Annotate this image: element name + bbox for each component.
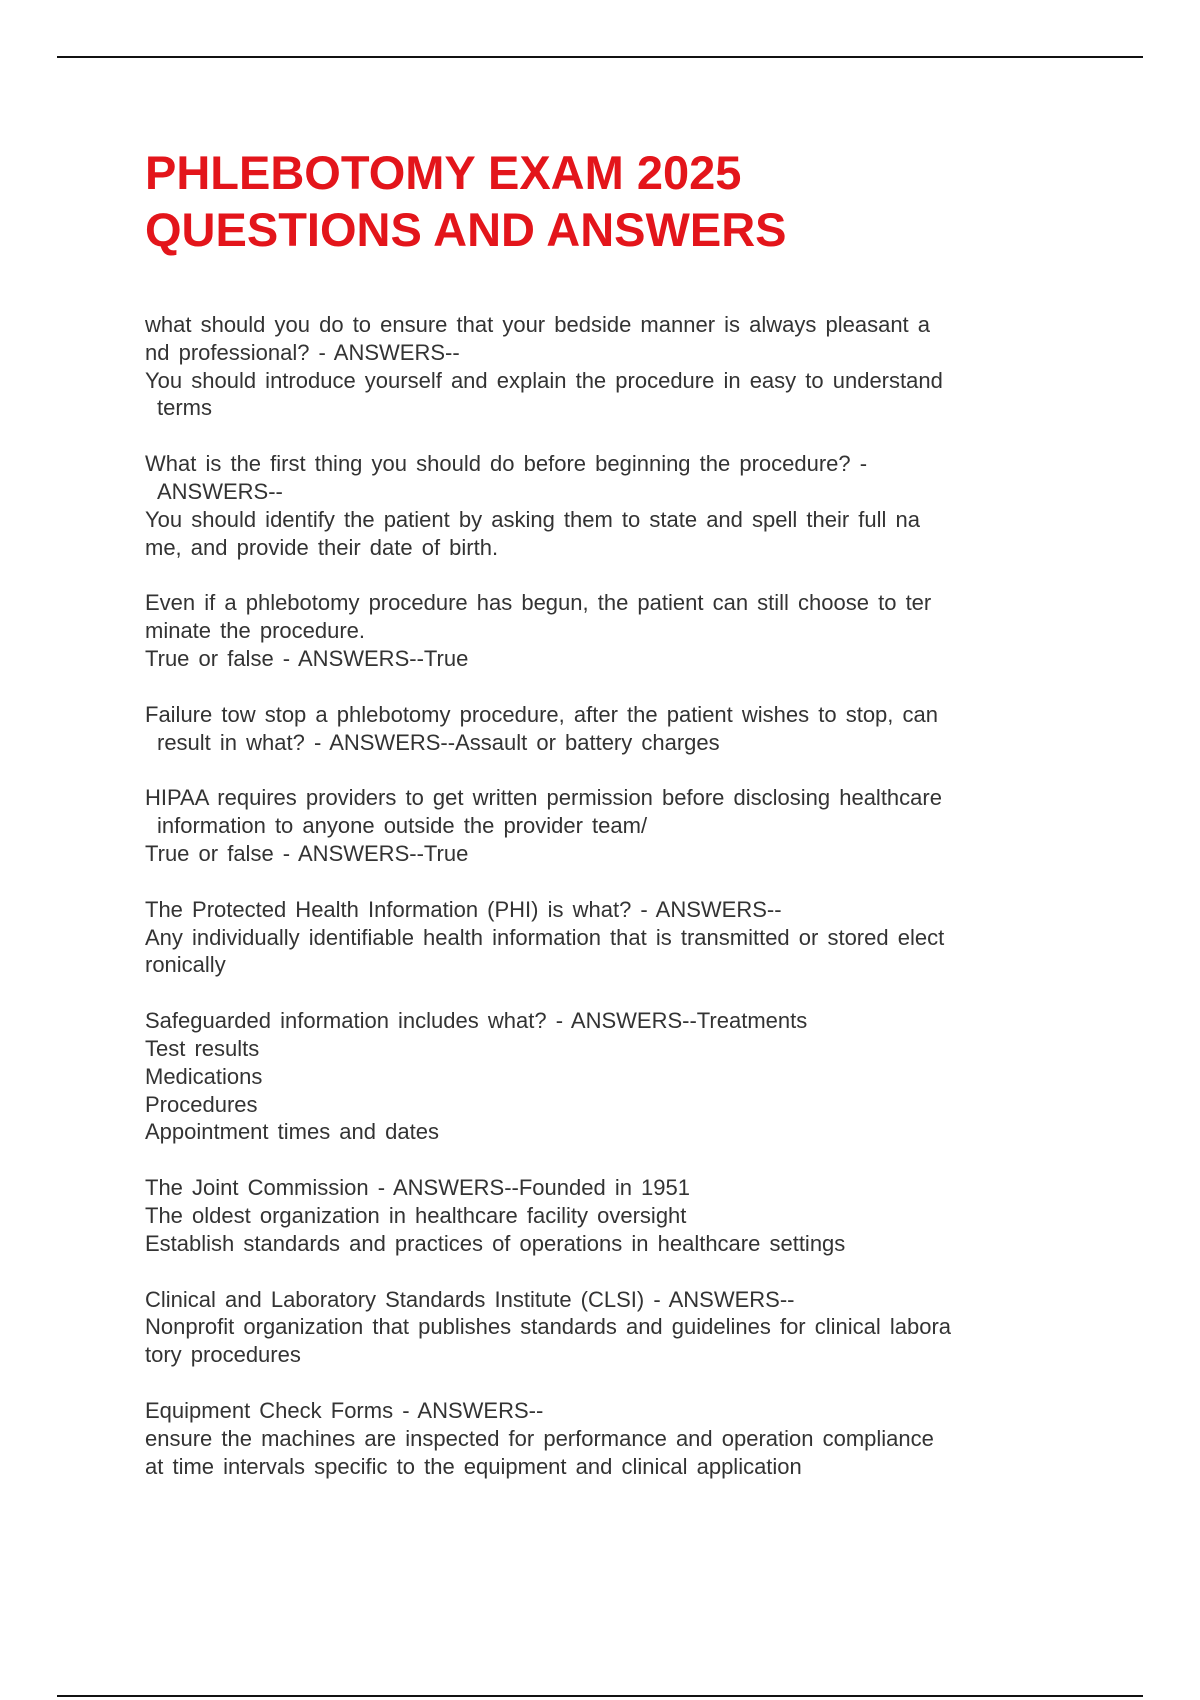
qa-line: me, and provide their date of birth.: [145, 534, 499, 560]
qa-line: True or false - ANSWERS--True: [145, 840, 469, 866]
qa-item: [145, 589, 1075, 672]
qa-line: True or false - ANSWERS--True: [145, 645, 469, 671]
top-rule: [57, 56, 1143, 58]
title-line: PHLEBOTOMY EXAM 2025: [145, 146, 742, 199]
qa-item: [145, 1286, 1075, 1369]
title-line: QUESTIONS AND ANSWERS: [145, 203, 787, 256]
qa-line: Test results: [145, 1035, 260, 1061]
qa-line: ronically: [145, 952, 226, 978]
qa-line: Clinical and Laboratory Standards Institute (CLSI) - ANSWERS--: [145, 1286, 795, 1312]
qa-line: Medications: [145, 1063, 263, 1089]
qa-item: [145, 896, 1075, 979]
qa-item: [145, 701, 1075, 757]
qa-item: [145, 1174, 1075, 1257]
qa-item: [145, 311, 1075, 422]
qa-line: What is the first thing you should do before beginning the procedure? -: [145, 451, 868, 477]
qa-line: The Joint Commission - ANSWERS--Founded in 1951: [145, 1175, 690, 1201]
qa-line: Procedures: [145, 1091, 258, 1117]
qa-line: information to anyone outside the provider team/: [157, 813, 648, 839]
qa-line: Appointment times and dates: [145, 1119, 439, 1145]
qa-line: at time intervals specific to the equipment and clinical application: [145, 1453, 802, 1479]
qa-line: ensure the machines are inspected for performance and operation compliance: [145, 1425, 934, 1451]
qa-line: The Protected Health Information (PHI) is what? - ANSWERS--: [145, 896, 782, 922]
qa-item: [145, 1007, 1075, 1146]
bottom-rule: [57, 1695, 1143, 1697]
qa-line: Even if a phlebotomy procedure has begun, the patient can still choose to ter: [145, 590, 932, 616]
qa-line: Failure tow stop a phlebotomy procedure, after the patient wishes to stop, can: [145, 701, 938, 727]
qa-line: You should introduce yourself and explain the procedure in easy to understand: [145, 367, 943, 393]
qa-line: terms: [157, 395, 212, 421]
qa-line: what should you do to ensure that your bedside manner is always pleasant a: [145, 312, 931, 337]
qa-line: Establish standards and practices of operations in healthcare settings: [145, 1230, 846, 1256]
qa-item: [145, 450, 1075, 561]
qa-line: The oldest organization in healthcare facility oversight: [145, 1202, 687, 1228]
qa-line: Any individually identifiable health information that is transmitted or stored elect: [145, 924, 945, 950]
qa-item: [145, 784, 1075, 867]
qa-line: nd professional? - ANSWERS--: [145, 339, 460, 365]
qa-line: result in what? - ANSWERS--Assault or battery charges: [157, 729, 720, 755]
qa-line: tory procedures: [145, 1342, 301, 1368]
qa-line: Equipment Check Forms - ANSWERS--: [145, 1397, 544, 1423]
qa-line: Safeguarded information includes what? - ANSWERS--Treatments: [145, 1008, 808, 1034]
qa-line: minate the procedure.: [145, 618, 366, 644]
qa-line: Nonprofit organization that publishes standards and guidelines for clinical labora: [145, 1314, 952, 1340]
qa-line: ANSWERS--: [157, 478, 283, 504]
qa-line: HIPAA requires providers to get written permission before disclosing healthcare: [145, 785, 942, 811]
qa-list: [145, 311, 1075, 1508]
qa-item: [145, 1397, 1075, 1480]
qa-line: You should identify the patient by asking them to state and spell their full na: [145, 506, 920, 532]
document-title: [145, 144, 787, 258]
